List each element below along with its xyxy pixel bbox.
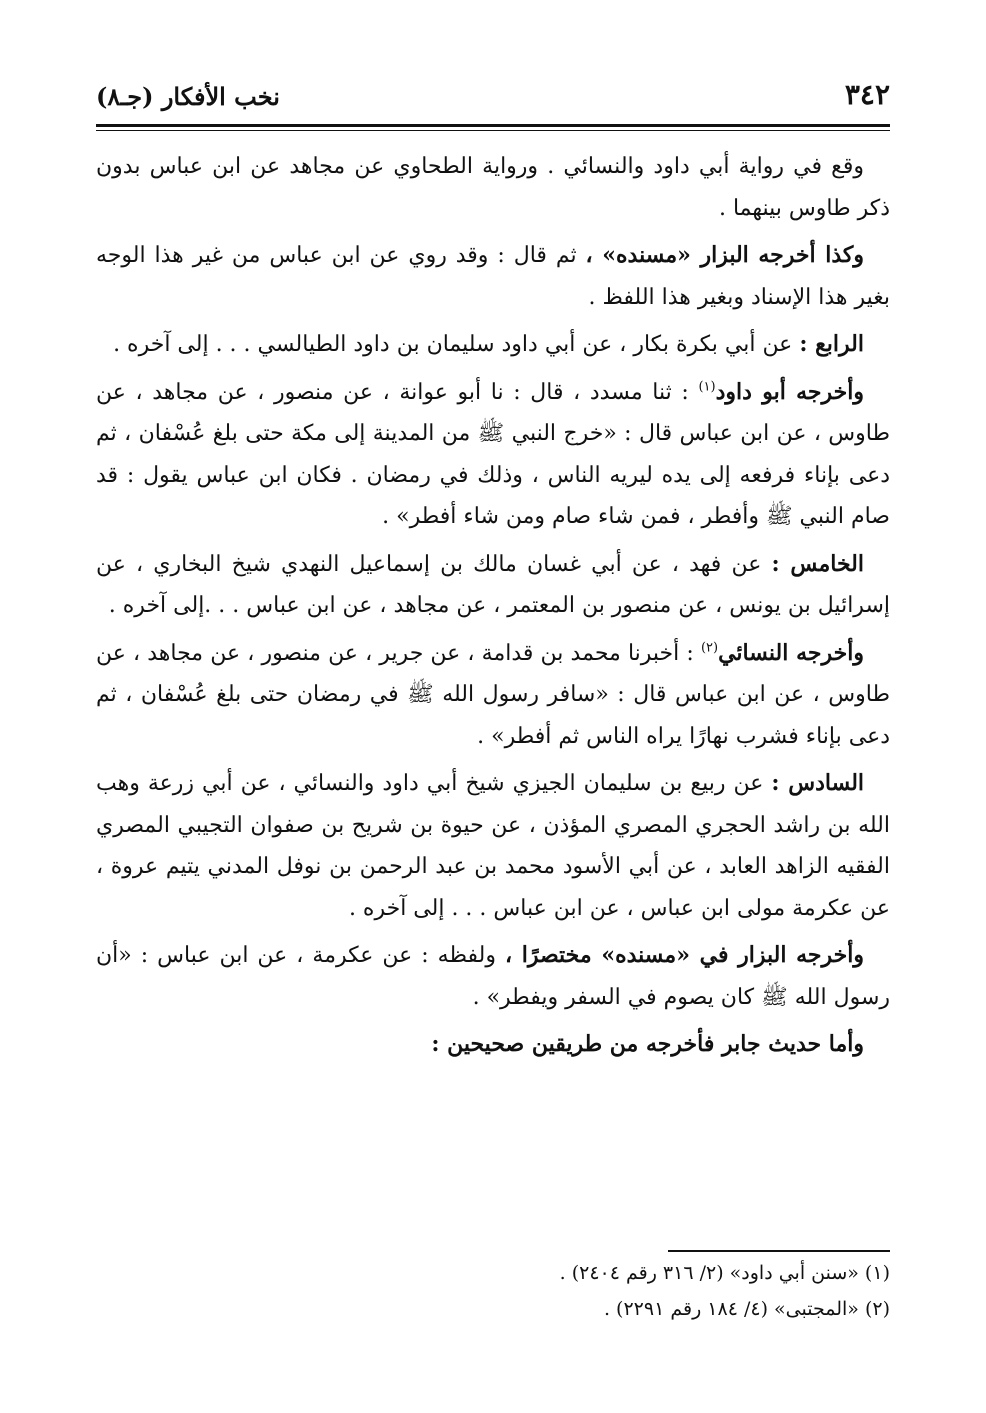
header-rule-thin xyxy=(96,130,890,131)
section-heading: وأما حديث جابر فأخرجه من طريقين صحيحين : xyxy=(431,1031,864,1057)
paragraph: الخامس : عن فهد ، عن أبي غسان مالك بن إسماعيل النهدي شيخ البخاري ، عن إسرائيل بن يونس ، عن منصور بن المعتمر ، عن مجاهد ، عن ابن عباس . . .إلى آخره . xyxy=(96,550,890,618)
paragraph: وكذا أخرجه البزار «مسنده» ، ثم قال : وقد روي عن ابن عباس من غير هذا الوجه بغير هذا الإسناد وبغير هذا اللفظ . xyxy=(96,242,890,310)
book-title: نخب الأفكار (جـ٨) xyxy=(96,82,280,111)
paragraph: الرابع : عن أبي بكرة بكار ، عن أبي داود سليمان بن داود الطيالسي . . . إلى آخره . xyxy=(113,331,864,357)
paragraph: وأخرجه البزار في «مسنده» مختصرًا ، ولفظه : عن عكرمة ، عن ابن عباس : «أن رسول الله ﷺ كان يصوم في السفر ويفطر» . xyxy=(96,942,890,1010)
running-header xyxy=(96,78,890,122)
footnote: (٢) «المجتبى» (٤/ ١٨٤ رقم ٢٢٩١) . xyxy=(603,1298,890,1320)
footnote-ref: (١) xyxy=(698,379,716,395)
paragraph: وأخرجه أبو داود$^{(١)}$ : ثنا مسدد ، قال : نا أبو عوانة ، عن منصور ، عن مجاهد ، عن طاوس ، عن ابن عباس قال : «خرج النبي ﷺ من المدينة إلى مكة حتى بلغ عُسْفان ، ثم دعى بإناء فرفعه إلى يده ليريه الناس ، وذلك في رمضان . فكان ابن عباس يقول : قد صام النبي ﷺ وأفطر ، فمن شاء صام ومن شاء أفطر» . xyxy=(96,378,890,529)
paragraph: وأخرجه النسائي$^{(٢)}$ : أخبرنا محمد بن قدامة ، عن جرير ، عن منصور ، عن مجاهد ، عن طاوس ، عن ابن عباس قال : «سافر رسول الله ﷺ في رمضان حتى بلغ عُسْفان ، ثم دعى بإناء فشرب نهارًا يراه الناس ثم أفطر» . xyxy=(96,639,890,749)
footnote-ref: (٢) xyxy=(700,640,719,656)
main-text xyxy=(96,146,890,1072)
header-rule-thick xyxy=(96,124,890,127)
footnote: (١) «سنن أبي داود» (٢/ ٣١٦ رقم ٢٤٠٤) . xyxy=(559,1262,890,1284)
page-number: ٣٤٢ xyxy=(844,78,890,111)
paragraph: وقع في رواية أبي داود والنسائي . ورواية الطحاوي عن مجاهد عن ابن عباس بدون ذكر طاوس بينهما . xyxy=(96,154,890,221)
paragraph: السادس : عن ربيع بن سليمان الجيزي شيخ أبي داود والنسائي ، عن أبي زرعة وهب الله بن راشد الحجري المصري المؤذن ، عن حيوة بن شريح بن صفوان التجيبي المصري الفقيه الزاهد العابد ، عن أبي الأسود محمد بن عبد الرحمن بن نوفل المدني يتيم عروة ، عن عكرمة مولى ابن عباس ، عن ابن عباس . . . إلى آخره . xyxy=(96,770,890,921)
footnote-rule xyxy=(668,1250,890,1252)
